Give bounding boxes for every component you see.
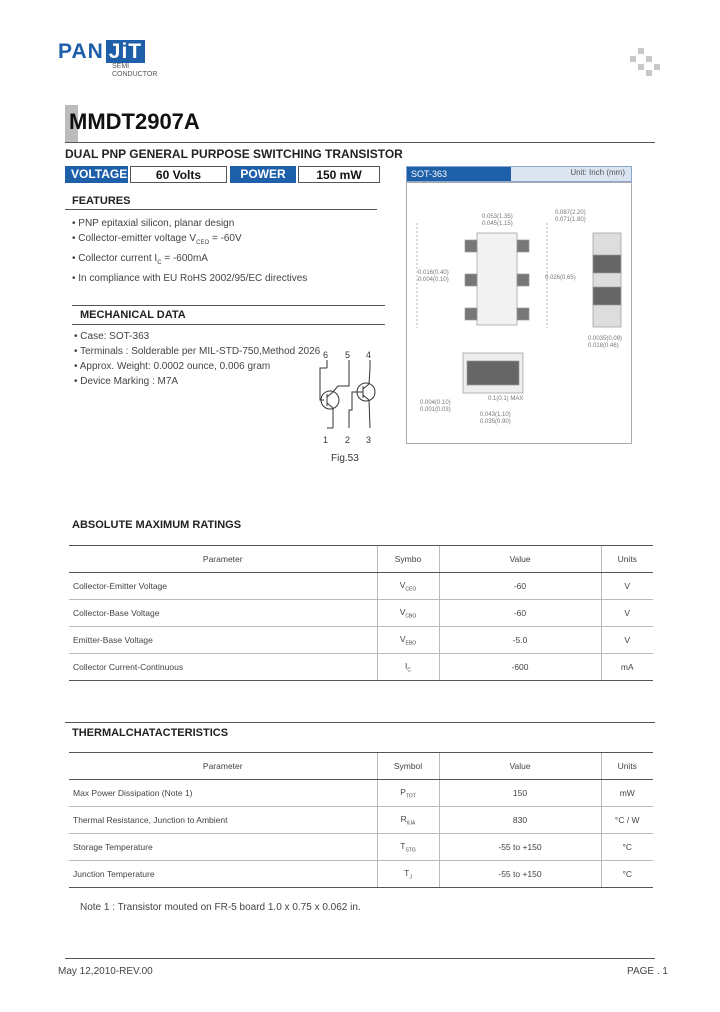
feature-item: • In compliance with EU RoHS 2002/95/EC directives [72, 273, 308, 284]
mech-item: • Approx. Weight: 0.0002 ounce, 0.006 gram [74, 361, 271, 372]
dim-d: 0.026(0.65) [545, 275, 576, 281]
table-header-row [69, 546, 653, 573]
table-row: Thermal Resistance, Junction to Ambient $R_{\theta JA}$ 830 °C / W [69, 807, 653, 834]
logo-pan: PAN [58, 40, 104, 63]
footer-page: PAGE . 1 [627, 966, 668, 977]
features-rule [65, 209, 377, 210]
abs-max-table [69, 545, 653, 681]
col-symbol: Symbo [377, 546, 439, 573]
voltage-value: 60 Volts [130, 166, 227, 183]
footer-date: May 12,2010-REV.00 [58, 966, 153, 977]
thermal-rule-top [65, 722, 655, 723]
pin-5: 5 [345, 350, 351, 360]
table-row: Junction Temperature $T_J$ -55 to +150 °C [69, 861, 653, 888]
package-header [406, 166, 632, 182]
footer-rule [65, 958, 655, 959]
pin-4: 4 [366, 350, 372, 360]
voltage-label: VOLTAGE [65, 166, 128, 183]
table-row: Storage Temperature $T_{STG}$ -55 to +150 °C [69, 834, 653, 861]
dim-c: 0.016(0.40) 0.004(0.10) [418, 270, 449, 283]
features-list [72, 216, 392, 286]
dual-pnp-schematic [312, 360, 386, 432]
part-number: MMDT2907A [69, 109, 200, 134]
figure-label: Fig.53 [331, 453, 359, 464]
feature-item: • Collector current $I_C = -600mA$ [72, 253, 208, 266]
package-name: SOT-363 [407, 167, 511, 181]
dim-e: 0.0035(0.09) 0.018(0.46) [588, 336, 623, 349]
mech-item: • Case: SOT-363 [74, 331, 150, 342]
table-row: Collector-Emitter Voltage $V_{CEO}$ -60 V [69, 573, 653, 600]
mech-item: • Terminals : Solderable per MIL-STD-750,Method 2026 [74, 346, 321, 357]
pin-2: 2 [345, 435, 351, 445]
table-row: Collector-Base Voltage $V_{CBO}$ -60 V [69, 600, 653, 627]
mech-rule-top [72, 305, 385, 306]
thermal-note: Note 1 : Transistor mouted on FR-5 board 1.0 x 0.75 x 0.062 in. [80, 902, 361, 913]
table-row: Emitter-Base Voltage $V_{EBO}$ -5.0 V [69, 627, 653, 654]
logo-subtitle: SEMI CONDUCTOR [112, 63, 158, 78]
subtitle: DUAL PNP GENERAL PURPOSE SWITCHING TRANSISTOR [65, 147, 403, 161]
feature-item: • PNP epitaxial silicon, planar design [72, 218, 235, 229]
features-title: FEATURES [72, 195, 131, 207]
table-row: Collector Current-Continuous $I_C$ -600 mA [69, 654, 653, 681]
abs-max-title: ABSOLUTE MAXIMUM RATINGS [72, 519, 242, 531]
logo-jit: JiT [106, 40, 145, 63]
col-value: Value [439, 753, 601, 780]
company-logo [58, 40, 145, 64]
pin-3: 3 [366, 435, 372, 445]
thermal-table [69, 752, 653, 888]
decorative-squares-icon [630, 48, 662, 76]
title-bar [65, 105, 655, 143]
thermal-title: THERMALCHATACTERISTICS [72, 727, 229, 739]
dim-max: 0.1(0.1) MAX [488, 396, 524, 402]
pin-6: 6 [323, 350, 329, 360]
dim-b: 0.087(2.20) 0.071(1.80) [555, 210, 586, 223]
mech-item: • Device Marking : M7A [74, 376, 179, 387]
pin-1: 1 [323, 435, 329, 445]
col-symbol: Symbol [377, 753, 439, 780]
feature-item: • Collector-emitter voltage $V_{CEO} = -60V$ [72, 233, 242, 246]
package-unit: Unit: Inch (mm) [570, 168, 625, 177]
col-parameter: Parameter [69, 546, 377, 573]
mechanical-title: MECHANICAL DATA [80, 309, 186, 321]
power-label: POWER [230, 166, 296, 183]
dim-i: 0.043(1.10) 0.035(0.90) [480, 412, 511, 425]
col-units: Units [601, 753, 653, 780]
dim-a: 0.053(1.35) 0.045(1.15) [482, 214, 513, 227]
power-value: 150 mW [298, 166, 380, 183]
col-value: Value [439, 546, 601, 573]
col-units: Units [601, 546, 653, 573]
table-row: Max Power Dissipation (Note 1) $P_{TOT}$ 150 mW [69, 780, 653, 807]
mech-rule-bottom [72, 324, 385, 325]
col-parameter: Parameter [69, 753, 377, 780]
table-header-row [69, 753, 653, 780]
dim-g: 0.004(0.10) 0.001(0.03) [420, 400, 451, 413]
